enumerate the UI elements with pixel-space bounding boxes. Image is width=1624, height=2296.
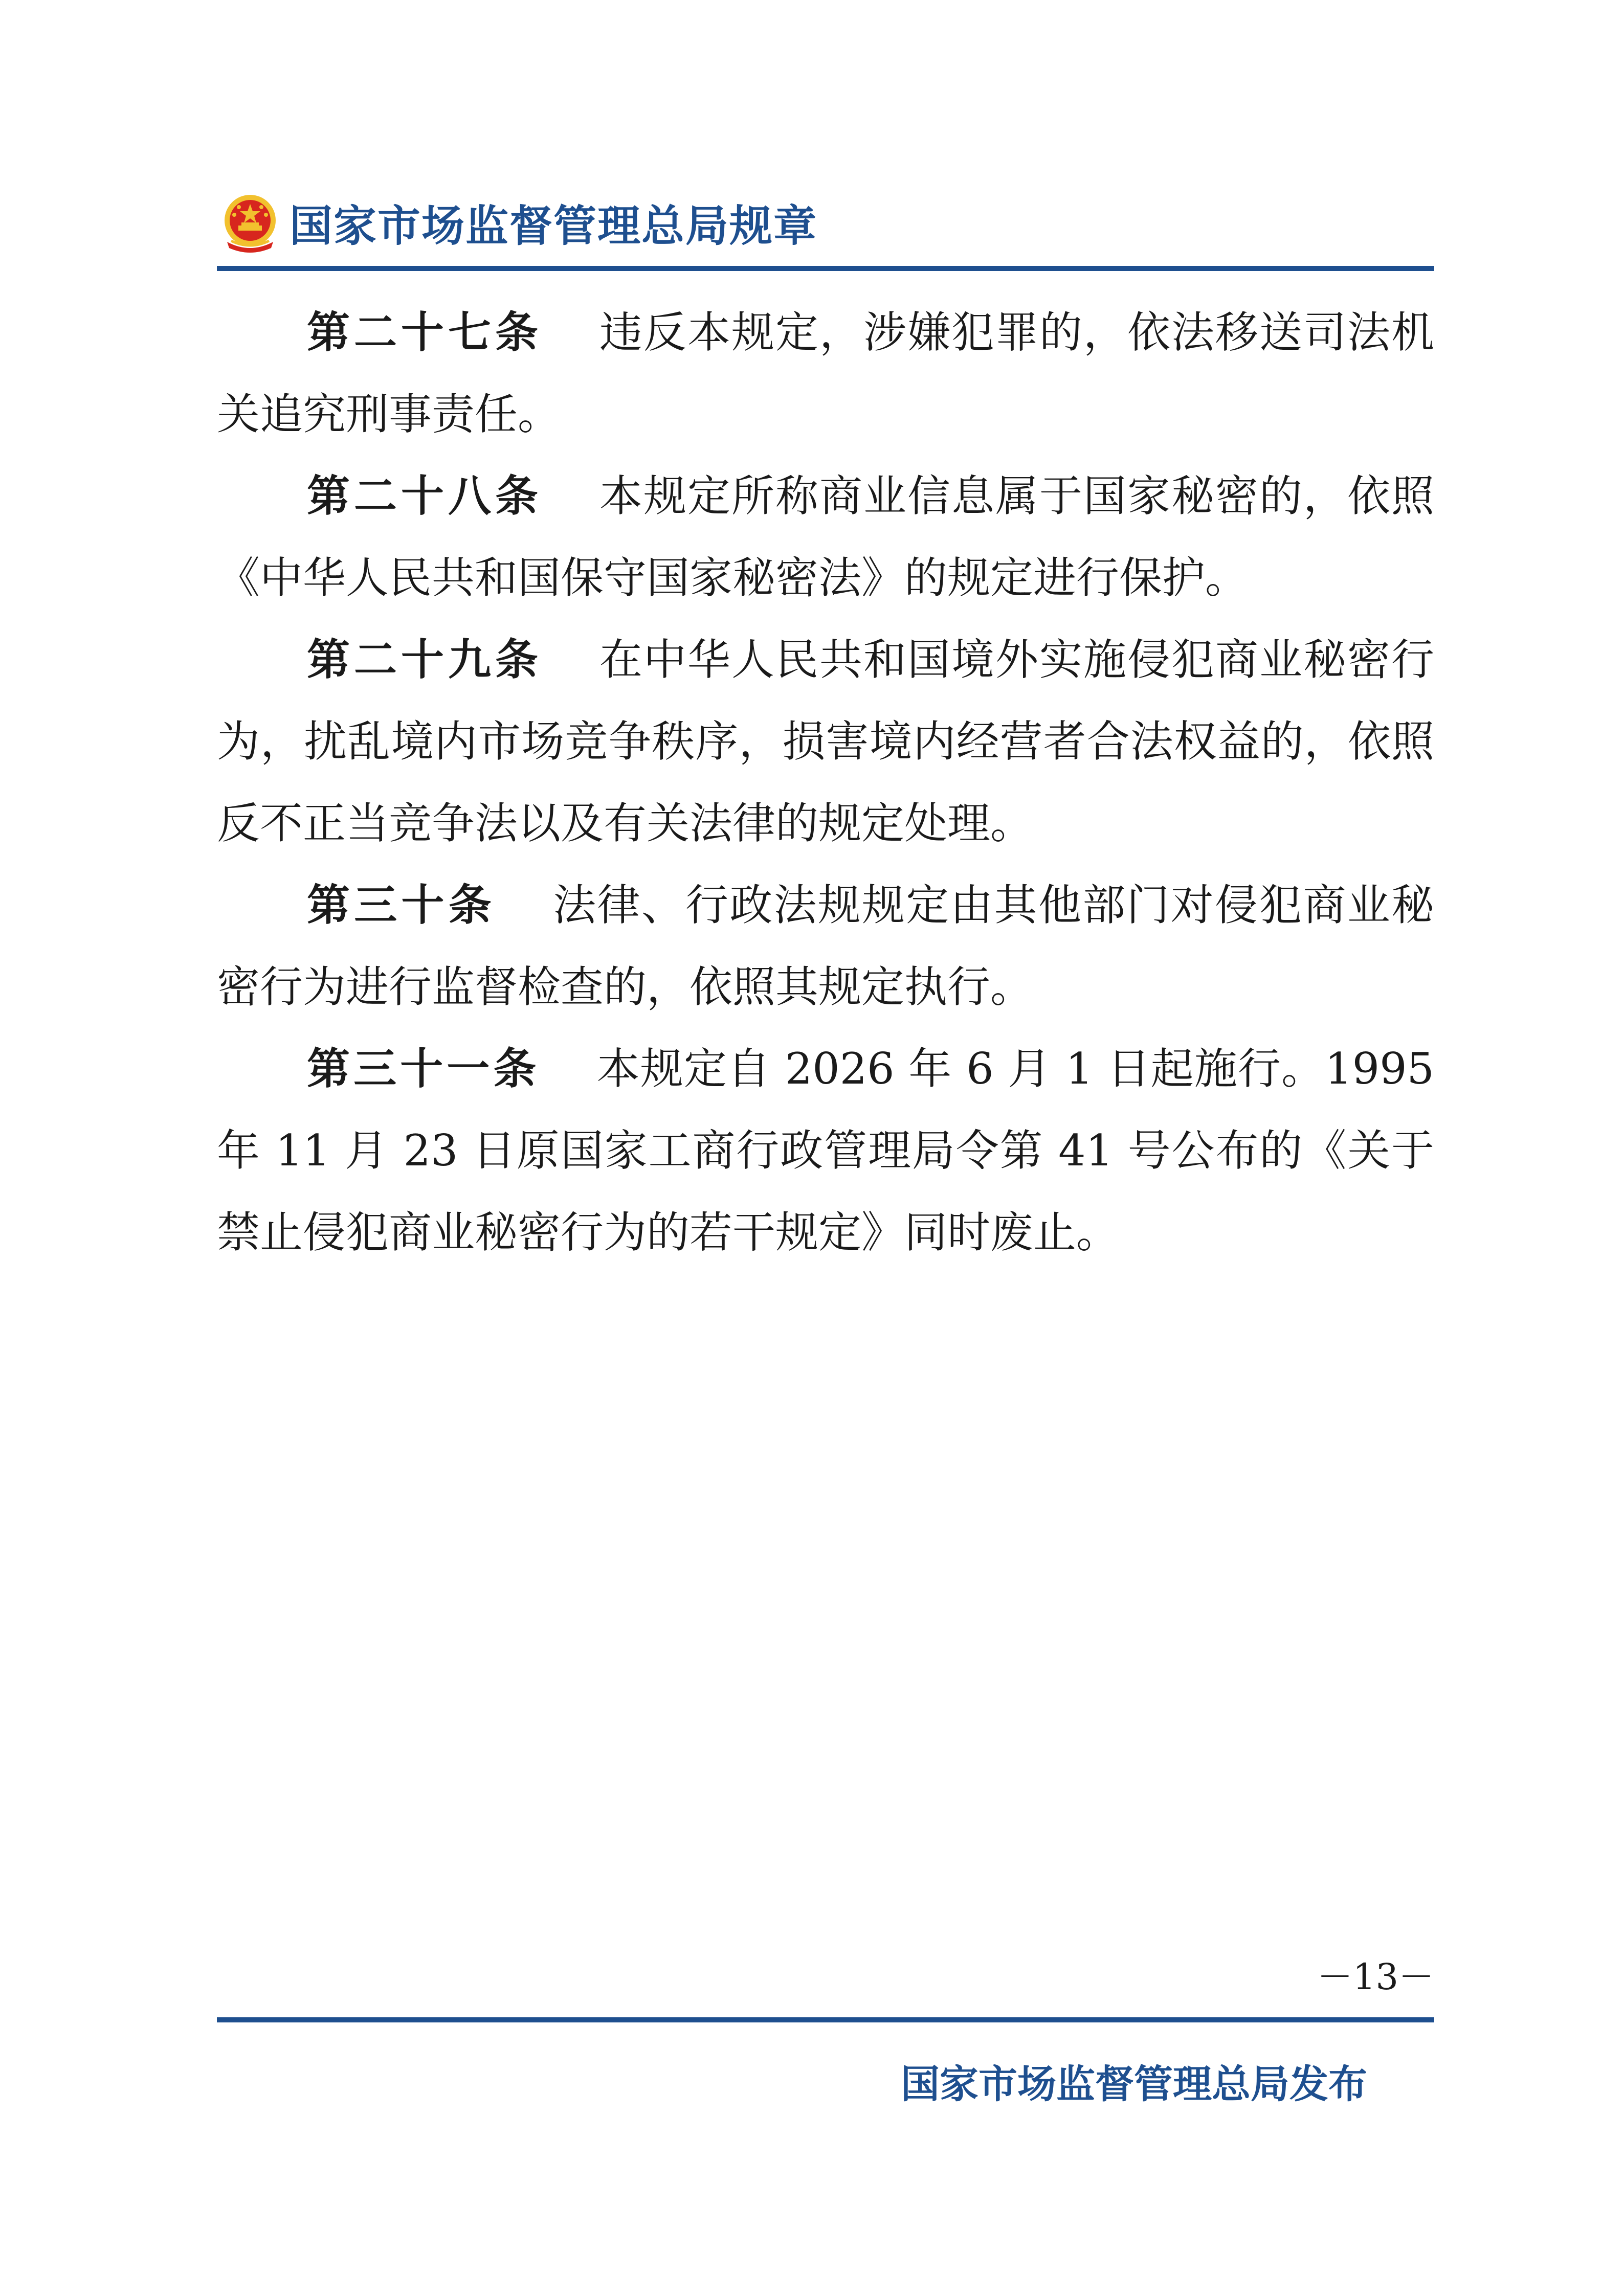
article-text: 法律、行政法规规定由其他部门对侵犯商业秘密行为进行监督检查的，依照其规定执行。 <box>217 880 1434 1012</box>
article-27 <box>217 291 1434 455</box>
article-text: 本规定所称商业信息属于国家秘密的，依照《中华人民共和国保守国家秘密法》的规定进行保护。 <box>217 471 1434 603</box>
article-number: 第二十九条 <box>307 635 542 685</box>
article-number: 第二十八条 <box>307 471 542 521</box>
footer-publisher: 国家市场监督管理总局发布 <box>901 2061 1367 2107</box>
article-number: 第二十七条 <box>307 307 542 357</box>
article-text: 本规定自 2026 年 6 月 1 日起施行。1995 年 11 月 23 日原国家工商行政管理局令第 41 号公布的《关于禁止侵犯商业秘密行为的若干规定》同时废止。 <box>217 1044 1434 1257</box>
article-text: 违反本规定，涉嫌犯罪的，依法移送司法机关追究刑事责任。 <box>217 307 1434 439</box>
article-28 <box>217 455 1434 619</box>
page-number: －13－ <box>1317 1956 1434 1998</box>
article-29 <box>217 619 1434 864</box>
header-title: 国家市场监督管理总局规章 <box>290 200 818 251</box>
article-number: 第三十一条 <box>307 1044 540 1094</box>
article-text: 在中华人民共和国境外实施侵犯商业秘密行为，扰乱境内市场竞争秩序，损害境内经营者合法权益的，依照反不正当竞争法以及有关法律的规定处理。 <box>217 635 1434 848</box>
document-body <box>217 291 1434 1273</box>
page-header <box>222 182 817 263</box>
article-number: 第三十条 <box>307 880 496 930</box>
article-31 <box>217 1028 1434 1273</box>
footer-divider <box>217 2017 1434 2022</box>
header-divider <box>217 266 1434 271</box>
national-emblem-icon <box>222 192 278 253</box>
article-30 <box>217 864 1434 1028</box>
